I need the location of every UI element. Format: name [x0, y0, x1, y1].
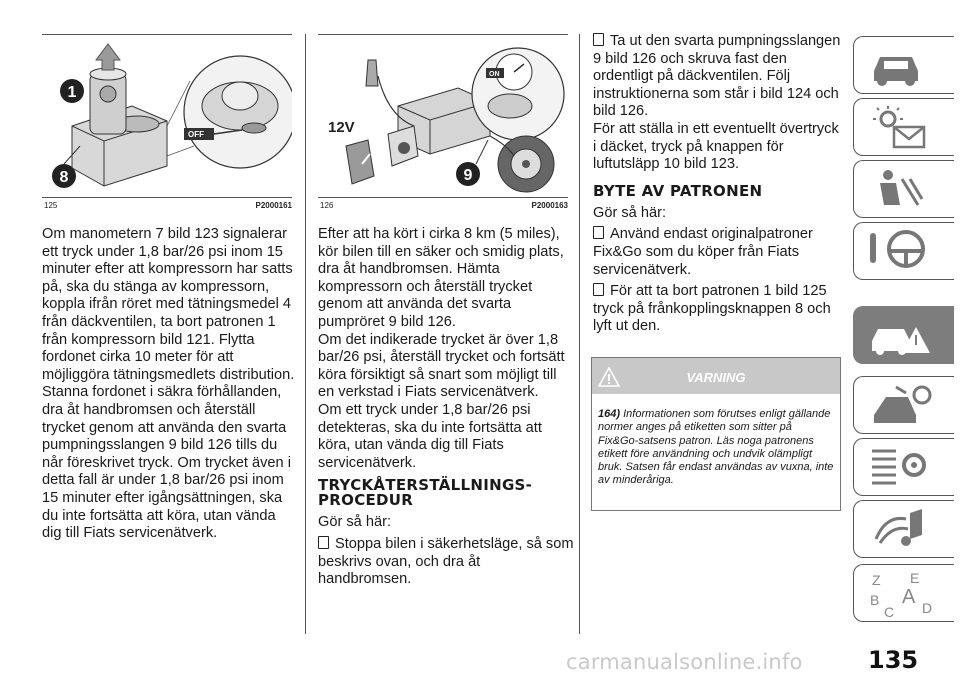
page-number: 135 [868, 646, 919, 674]
index-letter: D [922, 600, 933, 616]
figure-125-caption [44, 201, 292, 210]
technical-data-icon [866, 443, 936, 491]
warning-box [591, 357, 841, 511]
side-tab-emergency[interactable] [853, 306, 954, 364]
on-label: ON [489, 71, 500, 78]
12v-label: 12V [328, 119, 355, 136]
figure-126-caption [320, 201, 568, 210]
car-dashboard-icon [866, 41, 936, 89]
bullet-item [593, 33, 843, 121]
figure-125 [42, 36, 292, 194]
figure-number: 126 [320, 201, 334, 210]
emergency-car-icon [866, 311, 936, 359]
intro-text: Gör så här: [318, 514, 391, 531]
seat-airbag-icon [866, 165, 936, 213]
bullet-text: Stoppa bilen i säkerhetsläge, så som beskrivs ovan, och dra åt handbromsen. [318, 535, 574, 588]
side-tab-maintenance[interactable] [853, 376, 954, 434]
column-divider-1 [305, 34, 306, 634]
compressor-cartridge-illustration [42, 36, 292, 194]
steering-wheel-icon [866, 227, 936, 275]
callout-1: 1 [67, 84, 77, 101]
compressor-pump-illustration [318, 36, 568, 194]
warning-title: VARNING [686, 370, 746, 385]
bullet-text: För att ta bort patronen 1 bild 125 tryck på frånkopplingsknappen 8 och lyft ut den. [593, 283, 831, 335]
figure-code: P2000163 [531, 201, 568, 210]
column-divider-2 [579, 34, 580, 634]
off-label: OFF [188, 130, 204, 139]
checkbox-bullet-icon [593, 283, 604, 296]
column-3-text [593, 33, 843, 336]
intro-text: Gör så här: [593, 204, 666, 221]
side-tab-steering-wheel[interactable] [853, 222, 954, 280]
figure-code: P2000161 [255, 201, 292, 210]
column-1-text [42, 226, 297, 543]
section-heading: TRYCKÅTERSTÄLLNINGS-PROCEDUR [318, 476, 533, 510]
bullet-item [593, 226, 843, 279]
paragraph: Efter att ha kört i cirka 8 km (5 miles), kör bilen till en säker och smidig plats, dra åt handbromsen. Hämta kompressorn och återställ trycket genom att använda det svarta pumpröret 9 bild 126. [318, 226, 564, 330]
watermark: carmanualsonline.info [566, 650, 803, 674]
column-2-text [318, 226, 574, 589]
warning-text: Informationen som förutses enligt gällande normer anges på etiketten som sitter på Fix&Go-satsens patron. Läs noga patronens etikett före användning och undvik olämpligt bruk. Satsen får endast användas av vuxna, inte av minderåriga. [598, 408, 834, 487]
side-tab-seat-airbag[interactable] [853, 160, 954, 218]
warning-header [592, 358, 840, 394]
index-letter: C [884, 604, 895, 620]
maintenance-icon [866, 381, 936, 429]
side-tab-technical-data[interactable] [853, 438, 954, 496]
warning-lights-icon [866, 103, 936, 151]
checkbox-bullet-icon [593, 226, 604, 239]
index-letter: A [902, 586, 916, 608]
bullet-item [318, 536, 574, 589]
paragraph: Om ett tryck under 1,8 bar/26 psi detekteras, ska du inte fortsätta att köra, utan vända dig till Fiats servicenätverk. [318, 401, 542, 471]
paragraph: Om manometern 7 bild 123 signalerar ett tryck under 1,8 bar/26 psi inom 15 minuter efter att kompressorn har satts på, ska du stänga av kompressorn, koppla ifrån röret med tätningsmedel 4 från däckventilen, ta bort patronen 1 från kompressorn bild 121. Flytta fordonet cirka 10 meter för att möjliggöra tätningsmedlets distribution. Stanna fordonet i säkra förhållanden, dra åt handbromsen och återställ trycket genom att använda den svarta pumpningsslangen 9 bild 126 tills du når föreskrivet tryck. Om trycket även i detta fall är under 1,8 bar/26 psi inom 15 minuter efter igångsättningen, ska du inte fortsätta att köra, utan vända dig till Fiats servicenätverk. [42, 226, 295, 542]
figure-number: 125 [44, 201, 58, 210]
section-heading: BYTE AV PATRONEN [593, 181, 763, 200]
paragraph: Om det indikerade trycket är över 1,8 bar/26 psi, återställ trycket och fortsätt köra försiktigt så snart som möjligt till en verkstad i Fiats servicenätverk. [318, 331, 565, 401]
paragraph: För att ställa in ett eventuellt övertryck i däcket, tryck på knappen för luftutsläpp 10 bild 123. [593, 120, 839, 173]
multimedia-icon [866, 505, 936, 553]
index-letter: E [910, 570, 920, 586]
side-tab-multimedia[interactable] [853, 500, 954, 558]
side-tab-index[interactable] [853, 564, 954, 622]
header-rule-left [42, 34, 292, 35]
bullet-item [593, 283, 843, 336]
checkbox-bullet-icon [593, 33, 604, 46]
warning-body [592, 394, 840, 488]
side-tab-warning-lights[interactable] [853, 98, 954, 156]
bullet-text: Ta ut den svarta pumpningsslangen 9 bild 126 och skruva fast den ordentligt på däckventilen. Följ instruktionerna som står i bild 124 och bild 126. [593, 33, 841, 120]
callout-9: 9 [463, 167, 473, 184]
figure-125-rule [42, 197, 292, 198]
side-tab-car-dashboard[interactable] [853, 36, 954, 94]
index-letter: Z [872, 572, 881, 588]
callout-8: 8 [59, 169, 69, 186]
checkbox-bullet-icon [318, 536, 329, 549]
bullet-text: Använd endast originalpatroner Fix&Go som du köper från Fiats servicenätverk. [593, 226, 813, 278]
header-rule-mid [318, 34, 568, 35]
warning-ref: 164) [598, 408, 621, 420]
index-letters-icon [866, 569, 936, 621]
figure-126-rule [318, 197, 568, 198]
figure-126 [318, 36, 568, 194]
index-letter: B [870, 592, 880, 608]
